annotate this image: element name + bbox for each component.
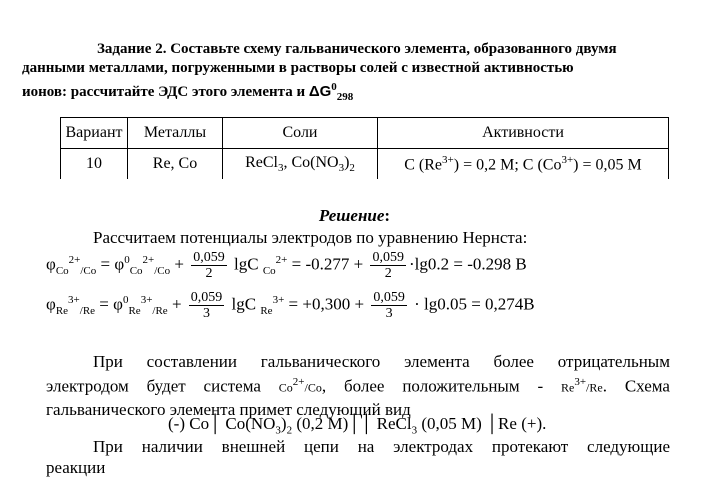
cell-metals: Re, Co: [128, 149, 223, 180]
task-line-2: данными металлами, погруженными в растворы солей с известной активностью: [22, 60, 574, 76]
variant-table: [60, 117, 669, 179]
scheme-paragraph: При составлении гальванического элемента более отрицательным электродом будет система $Co^{2+}/Co$, более положительным - $Re^{3+}/Re$. Схема гальванического элемента примет следующий вид: [46, 352, 670, 419]
header-variant: Вариант: [61, 118, 128, 149]
reactions-paragraph: При наличии внешней цепи на электродах протекают следующие реакции: [46, 437, 670, 477]
header-activities: Активности: [378, 118, 669, 149]
nernst-equation-co: $\varphi_{Co}^{2+}_{/Co} = \varphi^0_{Co}^{2+}_{/Co}$ + $\frac{0,059}{2}$ lgC $_{Co}^{2+}$ = -0.277 + $\frac{0,059}{2}$ ·lg0.2 = -0.298 В: [46, 250, 527, 281]
header-metals: Металлы: [128, 118, 223, 149]
task-line-3: ионов: рассчитайте ЭДС этого элемента и $\Delta G^0_{298}$: [22, 81, 354, 103]
solution-title: Решение:: [318, 206, 391, 225]
galvanic-cell-scheme: (-) Co│ $Co(NO_3)_2$ (0,2 M)││ ReCl$_3$ (0,05 M) │Re (+).: [168, 414, 547, 437]
cell-salts: ReCl$_3$, $Co(NO_3)_2$: [223, 149, 378, 180]
nernst-equation-re: $\varphi_{Re}^{3+}_{/Re} = \varphi^0_{Re}^{3+}_{/Re}$ + $\frac{0,059}{3}$ lgC $_{Re}^{3+}$ = +0,300 + $\frac{0,059}{3}$ · lg0.05 = 0,274В: [46, 290, 535, 321]
solution-intro: Рассчитаем потенциалы электродов по уравнению Нернста:: [93, 228, 528, 247]
delta-g-symbol: ΔG: [308, 83, 332, 100]
table-header-row: [61, 118, 669, 149]
cell-variant: 10: [61, 149, 128, 180]
table-row: [61, 149, 669, 180]
task-statement: [22, 40, 687, 107]
header-salts: Соли: [223, 118, 378, 149]
task-line-1: Задание 2. Составьте схему гальванического элемента, образованного двумя: [97, 41, 617, 57]
cell-activities: C $(Re^{3+}) = 0,2$ M; C $(Co^{3+}) = 0,05$ M: [378, 149, 669, 180]
